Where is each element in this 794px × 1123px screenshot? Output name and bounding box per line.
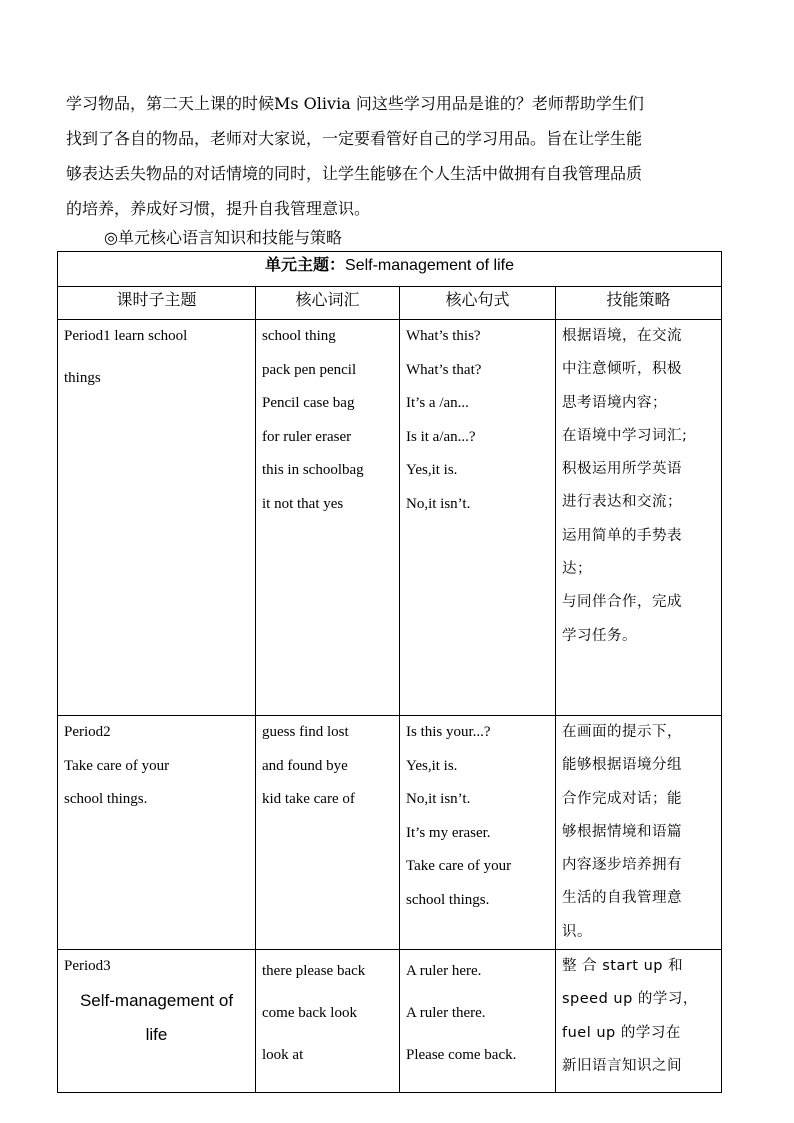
sentence-line: Please come back. — [406, 1047, 517, 1064]
skills-line: 够根据情境和语篇 — [562, 823, 682, 840]
skills-line: 学习任务。 — [562, 627, 637, 644]
intro-line: 找到了各自的物品，老师对大家说，一定要看管好自己的学习用品。旨在让学生能 — [66, 129, 643, 148]
header-sentences: 核心句式 — [400, 287, 556, 320]
period-cell — [58, 950, 256, 1093]
sentence-cell — [400, 950, 556, 1093]
sentence-line: Yes,it is. — [406, 462, 458, 478]
skills-cell — [556, 716, 722, 950]
intro-line: 学习物品，第二天上课的时候Ms Olivia 问这些学习用品是谁的？老师帮助学生们 — [66, 94, 644, 113]
vocab-line: and found bye — [262, 757, 348, 774]
vocab-line: this in schoolbag — [262, 462, 364, 478]
sentence-line: Is this your...? — [406, 724, 491, 740]
skills-line: 在画面的提示下， — [562, 724, 682, 740]
sentence-line: No,it isn’t. — [406, 495, 471, 512]
intro-line: 的培养，养成好习惯，提升自我管理意识。 — [66, 199, 371, 218]
vocab-line: guess find lost — [262, 724, 349, 740]
period-line: Period2 — [64, 724, 111, 740]
vocab-cell — [256, 320, 400, 716]
skills-line: 生活的自我管理意 — [562, 890, 682, 907]
header-row — [58, 287, 722, 320]
section-title: ◎单元核心语言知识和技能与策略 — [104, 228, 342, 247]
skills-line: 内容逐步培养拥有 — [562, 857, 682, 874]
theme-value: Self-management of life — [345, 257, 514, 274]
skills-line: 在语境中学习词汇; — [562, 427, 688, 444]
sentence-line: It’s my eraser. — [406, 824, 491, 841]
header-skills: 技能策略 — [556, 287, 722, 320]
skills-cell — [556, 950, 722, 1093]
skills-line: 根据语境，在交流 — [562, 328, 682, 344]
sentence-line: school things. — [406, 891, 490, 908]
vocab-line: it not that yes — [262, 495, 344, 512]
skills-line: 达； — [562, 561, 592, 578]
skills-line: 运用简单的手势表 — [562, 527, 682, 544]
sentence-cell — [400, 320, 556, 716]
unit-table — [57, 251, 722, 1093]
vocab-line: look at — [262, 1047, 304, 1064]
table-row — [58, 950, 722, 1093]
skills-line: 能够根据语境分组 — [562, 757, 682, 774]
skills-line: 进行表达和交流； — [562, 494, 682, 511]
skills-line: 思考语境内容； — [562, 394, 667, 411]
header-period: 课时子主题 — [58, 287, 256, 320]
vocab-cell — [256, 716, 400, 950]
theme-label: 单元主题： — [265, 255, 346, 274]
skills-line: 整 合 start up 和 — [562, 958, 684, 975]
period-line: Period1 learn school — [64, 328, 188, 344]
skills-line: 识。 — [562, 923, 592, 940]
period-line: Period3 — [64, 958, 111, 975]
vocab-line: school thing — [262, 328, 336, 344]
skills-line: fuel up 的学习在 — [562, 1024, 681, 1041]
period-line: school things. — [64, 791, 148, 807]
sentence-line: No,it isn’t. — [406, 791, 471, 807]
skills-line: 中注意倾听，积极 — [562, 361, 682, 378]
skills-line: 与同伴合作，完成 — [562, 594, 682, 611]
table-row — [58, 716, 722, 950]
vocab-line: there please back — [262, 963, 366, 980]
sentence-line: Yes,it is. — [406, 757, 458, 774]
sentence-line: Is it a/an...? — [406, 428, 476, 445]
skills-line: 合作完成对话；能 — [562, 790, 682, 807]
period-line: things — [64, 369, 101, 386]
vocab-line: kid take care of — [262, 791, 355, 807]
period-title-line: Self-management of — [79, 990, 234, 1010]
intro-paragraph — [66, 86, 738, 226]
sentence-line: What’s this? — [406, 328, 481, 344]
sentence-line: It’s a /an... — [406, 395, 469, 411]
vocab-cell — [256, 950, 400, 1093]
sentence-line: What’s that? — [406, 361, 482, 378]
vocab-line: for ruler eraser — [262, 428, 352, 445]
period-title-line: life — [145, 1024, 168, 1044]
theme-row — [58, 252, 722, 287]
unit-theme — [58, 252, 722, 287]
table-row — [58, 320, 722, 716]
vocab-line: Pencil case bag — [262, 395, 355, 411]
vocab-line: pack pen pencil — [262, 361, 357, 378]
skills-line: 新旧语言知识之间 — [562, 1057, 682, 1074]
vocab-line: come back look — [262, 1005, 357, 1022]
skills-line: 积极运用所学英语 — [562, 461, 682, 478]
period-cell — [58, 716, 256, 950]
sentence-line: A ruler there. — [406, 1005, 486, 1022]
sentence-cell — [400, 716, 556, 950]
period-line: Take care of your — [64, 757, 170, 774]
intro-line: 够表达丢失物品的对话情境的同时，让学生能够在个人生活中做拥有自我管理品质 — [66, 164, 643, 183]
sentence-line: A ruler here. — [406, 963, 482, 980]
skills-cell — [556, 320, 722, 716]
header-vocab: 核心词汇 — [256, 287, 400, 320]
period-cell — [58, 320, 256, 716]
skills-line: speed up 的学习， — [562, 991, 698, 1008]
sentence-line: Take care of your — [406, 858, 512, 874]
